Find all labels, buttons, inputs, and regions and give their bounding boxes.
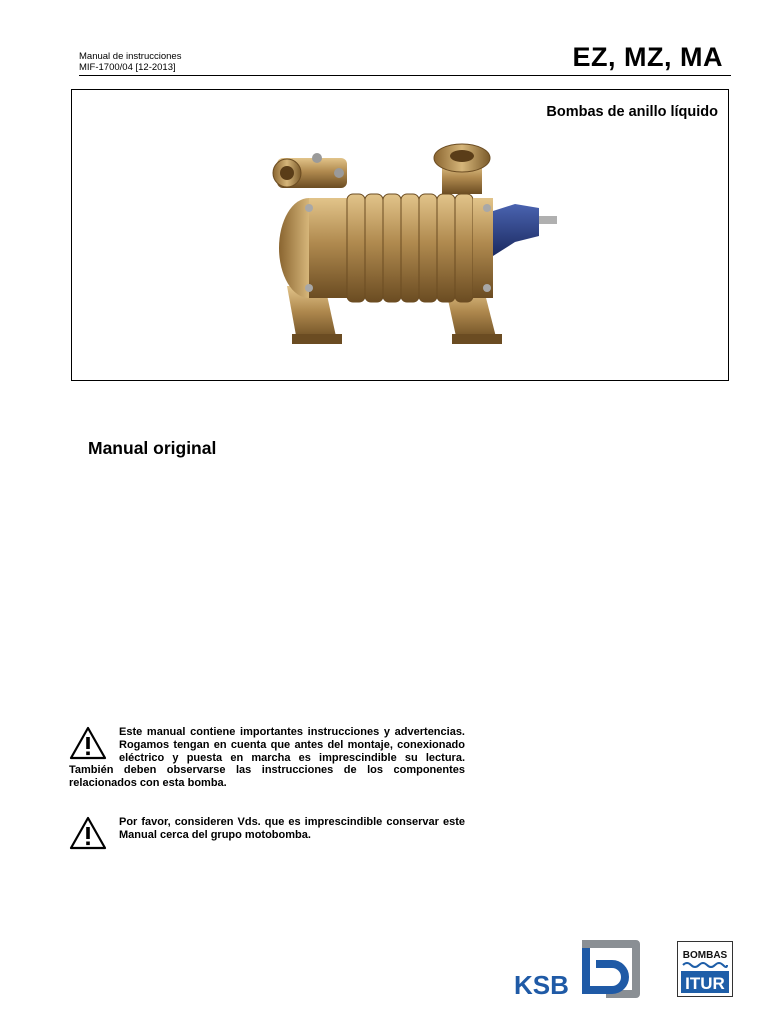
- warning-triangle-icon: [69, 726, 107, 760]
- product-subtitle: Bombas de anillo líquido: [546, 104, 718, 120]
- warning-text-read-manual: Este manual contiene importantes instrucciones y advertencias. Rogamos tengan en cuenta que antes del montaje, conexionado eléctrico y puesta en marcha es imprescindible su lectura. También deben observarse las instrucciones de los componentes relacionados con esta bomba.: [69, 726, 465, 790]
- header-divider: [79, 75, 731, 76]
- document-code: MIF-1700/04 [12-2013]: [79, 62, 176, 73]
- ksb-logo-text: KSB: [514, 970, 569, 998]
- manual-original-heading: Manual original: [88, 438, 217, 458]
- ksb-logo: [512, 940, 642, 998]
- warning-triangle-icon: [69, 816, 107, 850]
- manual-type-label: Manual de instrucciones: [79, 51, 182, 62]
- liquid-ring-pump-illustration: [247, 136, 557, 351]
- document-title: EZ, MZ, MA: [572, 42, 723, 72]
- document-meta: [79, 51, 181, 73]
- itur-logo-top-text: BOMBAS: [682, 950, 728, 961]
- bombas-itur-logo: [677, 941, 733, 997]
- product-frame: [71, 89, 729, 381]
- warning-text-keep-manual: Por favor, consideren Vds. que es imprescindible conservar este Manual cerca del grupo motobomba.: [119, 816, 465, 841]
- warning-notice-keep-manual: [69, 816, 465, 852]
- warning-notice-read-manual: [69, 726, 465, 790]
- itur-logo-bottom-text: ITUR: [685, 974, 725, 993]
